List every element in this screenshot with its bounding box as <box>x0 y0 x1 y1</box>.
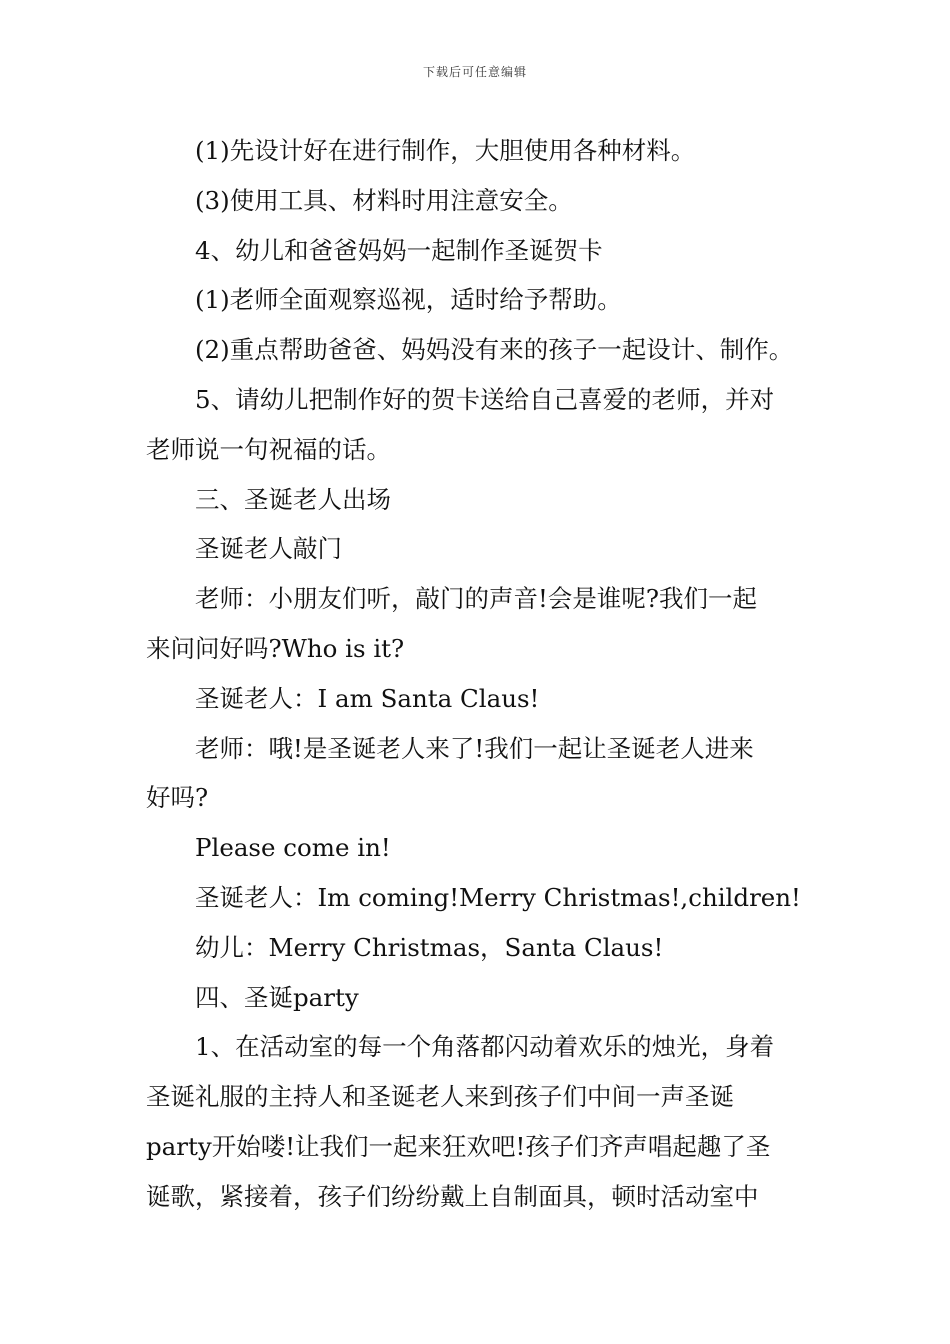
paragraph-line: 老师说一句祝福的话。 <box>146 434 391 464</box>
section-heading: 四、圣诞party <box>195 982 359 1012</box>
paragraph-line: (2)重点帮助爸爸、妈妈没有来的孩子一起设计、制作。 <box>195 335 794 365</box>
paragraph-line: party开始喽!让我们一起来狂欢吧!孩子们齐声唱起趣了圣 <box>146 1131 771 1161</box>
dialogue-line: 来问问好吗?Who is it? <box>146 633 405 663</box>
paragraph-line: (1)先设计好在进行制作，大胆使用各种材料。 <box>195 136 696 165</box>
dialogue-line: 幼儿：Merry Christmas，Santa Claus! <box>195 932 664 962</box>
paragraph-line: 1、在活动室的每一个角落都闪动着欢乐的烛光，身着 <box>195 1032 775 1062</box>
dialogue-line: Please come in! <box>195 833 391 863</box>
dialogue-line: 好吗? <box>146 783 209 813</box>
paragraph-line: (3)使用工具、材料时用注意安全。 <box>195 185 573 215</box>
paragraph-line: 5、请幼儿把制作好的贺卡送给自己喜爱的老师，并对 <box>195 384 775 414</box>
dialogue-line: 老师：小朋友们听，敲门的声音!会是谁呢?我们一起 <box>195 584 757 614</box>
paragraph-line: 圣诞礼服的主持人和圣诞老人来到孩子们中间一声圣诞 <box>146 1082 734 1112</box>
dialogue-line: 圣诞老人：Im coming!Merry Christmas!,children! <box>195 882 801 912</box>
section-heading: 三、圣诞老人出场 <box>195 484 391 514</box>
paragraph-line: 诞歌，紧接着，孩子们纷纷戴上自制面具，顿时活动室中 <box>146 1181 759 1211</box>
document-body <box>146 126 816 1222</box>
dialogue-line: 老师：哦!是圣诞老人来了!我们一起让圣诞老人进来 <box>195 733 754 763</box>
page-header-note: 下载后可任意编辑 <box>422 65 527 79</box>
dialogue-line: 圣诞老人：I am Santa Claus! <box>195 683 540 713</box>
paragraph-line: 圣诞老人敲门 <box>195 534 342 564</box>
paragraph-line: 4、幼儿和爸爸妈妈一起制作圣诞贺卡 <box>195 235 603 265</box>
paragraph-line: (1)老师全面观察巡视，适时给予帮助。 <box>195 285 622 315</box>
